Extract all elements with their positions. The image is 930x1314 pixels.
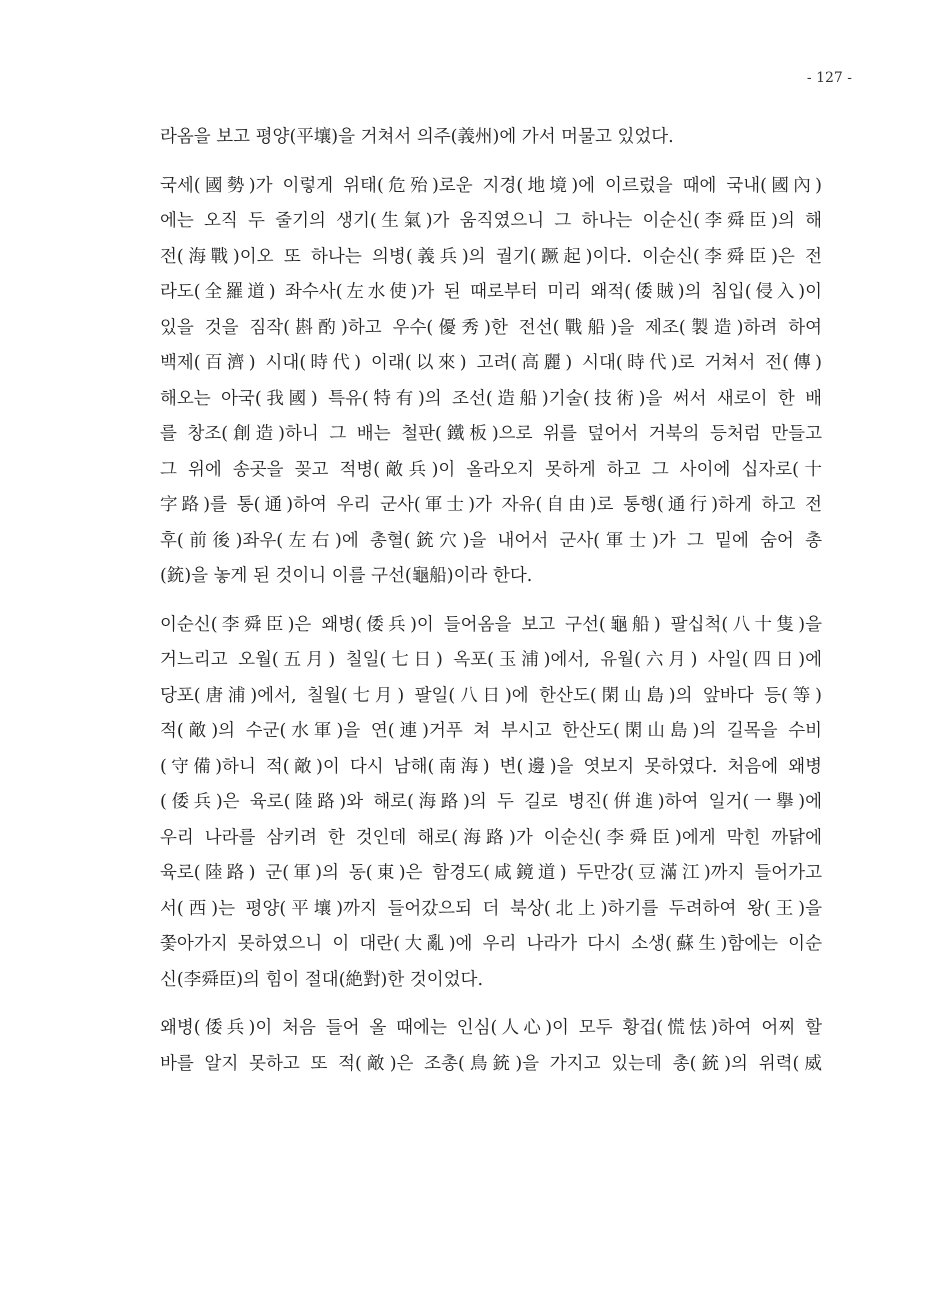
text-line: 백제(百濟) 시대(時代) 이래(以來) 고려(高麗) 시대(時代)로 거쳐서 전(傳) — [160, 353, 822, 373]
document-body — [160, 120, 822, 1082]
paragraph — [160, 169, 822, 595]
text-line: 해오는 아국(我國) 특유(特有)의 조선(造船)기술(技術)을 써서 새로이 한 배 — [160, 388, 822, 409]
text-line: (倭兵)은 육로(陸路)와 해로(海路)의 두 길로 병진(倂進)하여 일거(一擧)에 — [160, 792, 822, 812]
text-line: 라도(全羅道) 좌수사(左水使)가 된 때로부터 미리 왜적(倭賊)의 침입(侵入)이 — [160, 282, 822, 302]
paragraph — [160, 608, 822, 999]
text-line: 전(海戰)이오 또 하나는 의병(義兵)의 궐기(蹶起)이다. 이순신(李舜臣)은 전 — [160, 246, 822, 267]
text-line: 우리 나라를 삼키려 한 것인데 해로(海路)가 이순신(李舜臣)에게 막힌 까닭에 — [160, 827, 822, 848]
paragraph — [160, 120, 822, 156]
text-line: 거느리고 오월(五月) 칠일(七日) 옥포(玉浦)에서, 유월(六月) 사일(四日)에 — [160, 650, 822, 670]
page-number: - 127 - — [806, 70, 852, 86]
text-line: 적(敵)의 수군(水軍)을 연(連)거푸 쳐 부시고 한산도(閑山島)의 길목을 수비 — [160, 721, 822, 741]
text-line: 후(前後)좌우(左右)에 총혈(銃穴)을 내어서 군사(軍士)가 그 밑에 숨어 총 — [160, 530, 822, 551]
text-line: 있을 것을 짐작(斟酌)하고 우수(優秀)한 전선(戰船)을 제조(製造)하려 하여 — [160, 317, 822, 338]
text-line: 그 위에 송곳을 꽂고 적병(敵兵)이 올라오지 못하게 하고 그 사이에 십자로(十 — [160, 459, 822, 480]
text-line: 신(李舜臣)의 힘이 절대(絶對)한 것이었다. — [160, 969, 484, 990]
text-line: 이순신(李舜臣)은 왜병(倭兵)이 들어옴을 보고 구선(龜船) 팔십척(八十隻)을 — [160, 614, 822, 635]
text-line: (銃)을 놓게 된 것이니 이를 구선(龜船)이라 한다. — [160, 566, 533, 586]
text-line: 쫓아가지 못하였으니 이 대란(大亂)에 우리 나라가 다시 소생(蘇生)함에는 이순 — [160, 934, 822, 954]
text-line: 국세(國勢)가 이렇게 위태(危殆)로운 지경(地境)에 이르렀을 때에 국내(國內) — [160, 175, 822, 196]
text-line: 를 창조(創造)하니 그 배는 철판(鐵板)으로 위를 덮어서 거북의 등처럼 만들고 — [160, 424, 822, 444]
text-line: (守備)하니 적(敵)이 다시 남해(南海) 변(邊)을 엿보지 못하였다. 처음에 왜병 — [160, 756, 822, 777]
text-line: 字路)를 통(通)하여 우리 군사(軍士)가 자유(自由)로 통행(通行)하게 하고 전 — [160, 495, 822, 515]
text-line: 에는 오직 두 줄기의 생기(生氣)가 움직였으니 그 하나는 이순신(李舜臣)의 해 — [160, 211, 822, 231]
text-line: 왜병(倭兵)이 처음 들어 올 때에는 인심(人心)이 모두 황겁(慌怯)하여 어찌 할 — [160, 1018, 822, 1038]
paragraph — [160, 1011, 822, 1082]
text-line: 라옴을 보고 평양(平壤)을 거쳐서 의주(義州)에 가서 머물고 있었다. — [160, 127, 674, 147]
text-line: 서(西)는 평양(平壤)까지 들어갔으되 더 북상(北上)하기를 두려하여 왕(王)을 — [160, 898, 822, 919]
text-line: 바를 알지 못하고 또 적(敵)은 조총(鳥銃)을 가지고 있는데 총(銃)의 위력(威 — [160, 1053, 822, 1074]
text-line: 당포(唐浦)에서, 칠월(七月) 팔일(八日)에 한산도(閑山島)의 앞바다 등(等) — [160, 685, 822, 706]
text-line: 육로(陸路) 군(軍)의 동(東)은 함경도(咸鏡道) 두만강(豆滿江)까지 들어가고 — [160, 863, 822, 883]
